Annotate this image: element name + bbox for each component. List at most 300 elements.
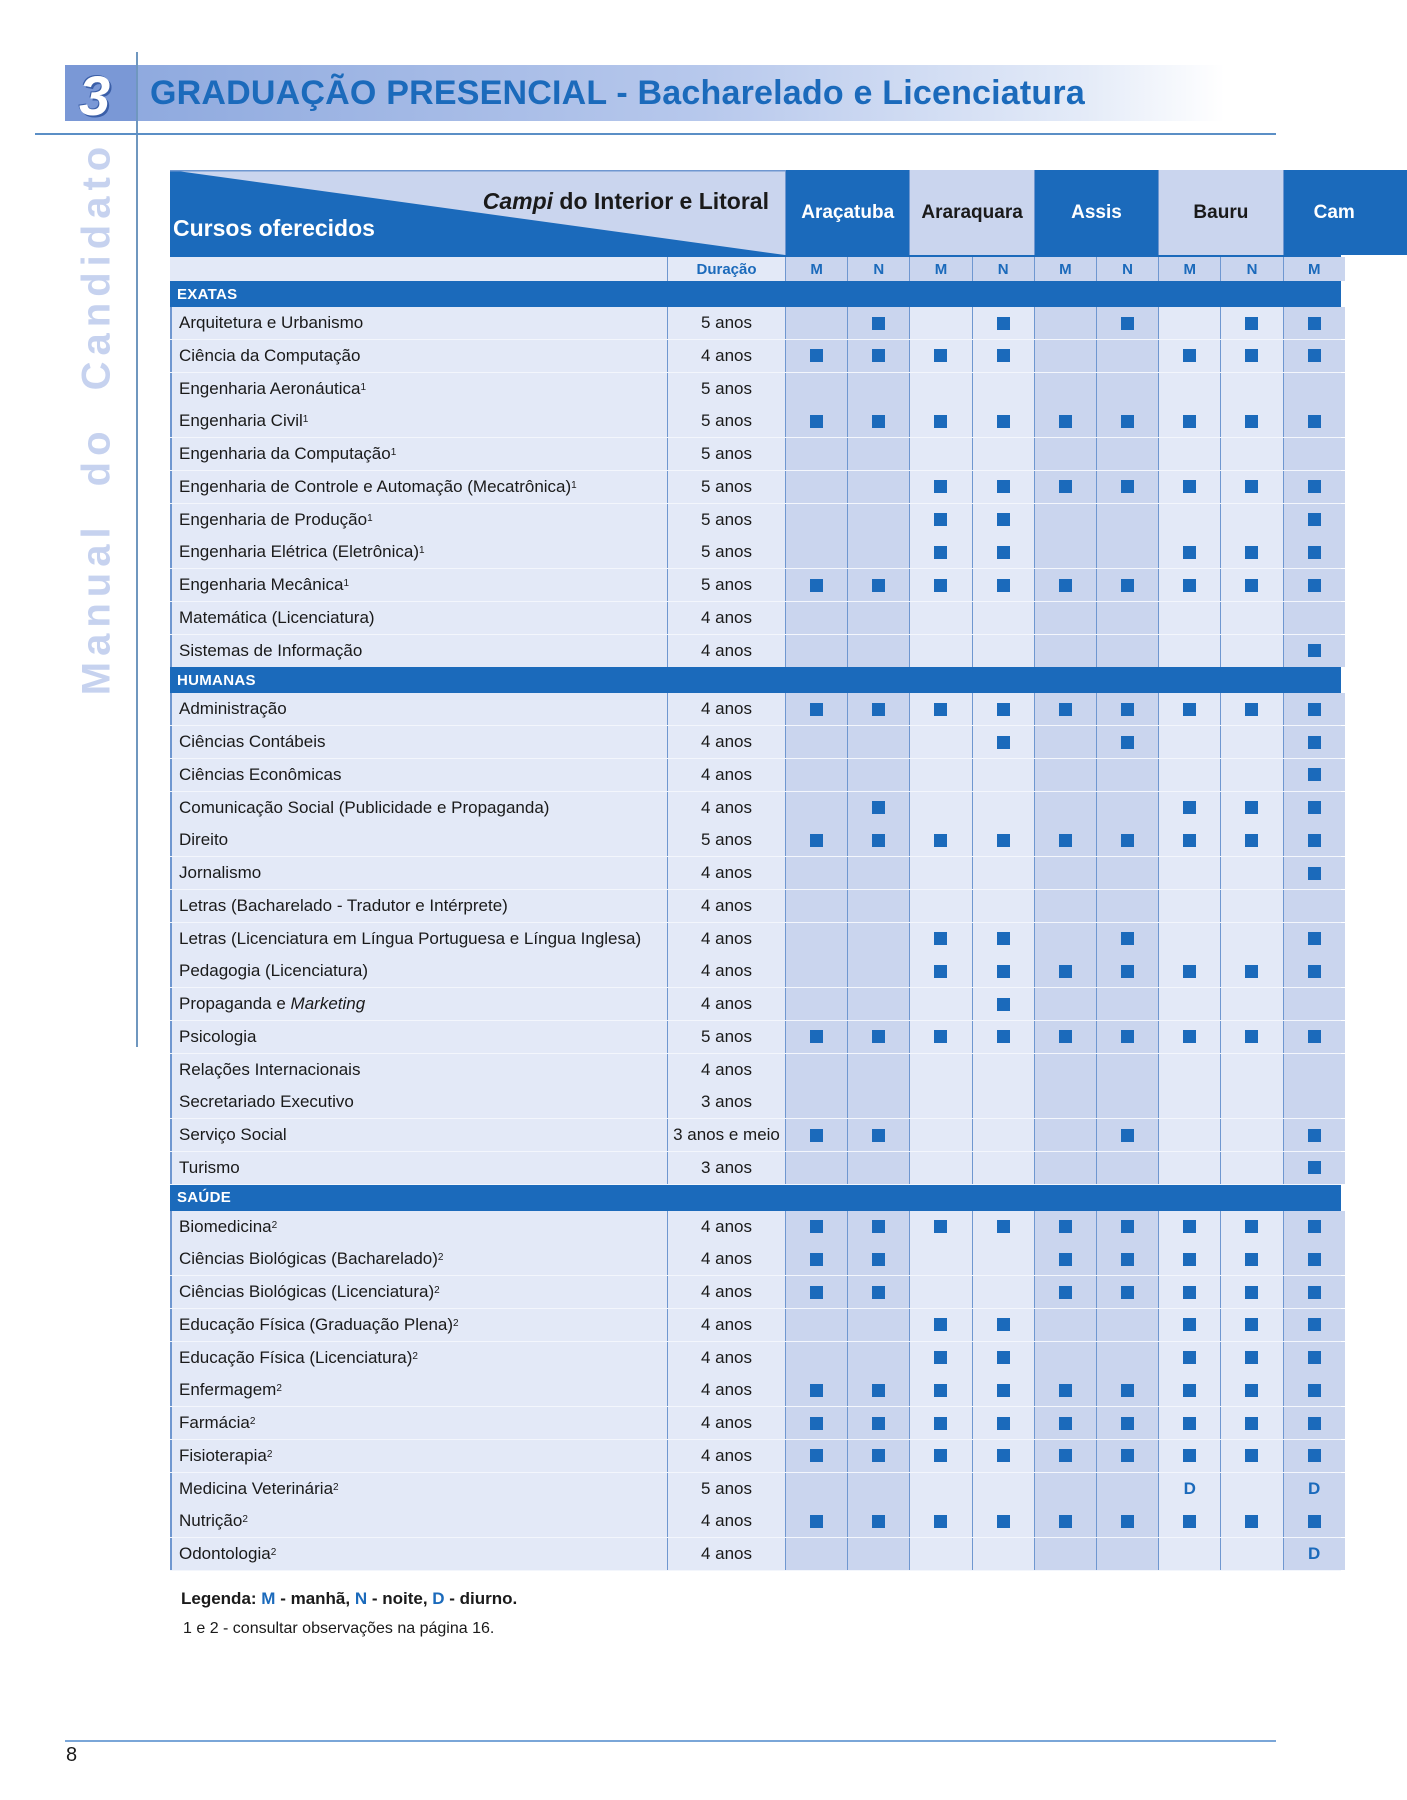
course-name-text: Secretariado Executivo bbox=[179, 1092, 354, 1112]
availability-cell bbox=[909, 824, 971, 856]
availability-cell bbox=[972, 1440, 1034, 1472]
legend-m-text: - manhã, bbox=[275, 1589, 355, 1608]
availability-cell bbox=[785, 340, 847, 372]
table-row bbox=[170, 1309, 1341, 1342]
course-name-text: Ciências Contábeis bbox=[179, 732, 326, 751]
offered-square-icon bbox=[872, 317, 885, 330]
availability-cell bbox=[785, 1342, 847, 1374]
availability-cell bbox=[847, 1309, 909, 1341]
availability-cell bbox=[785, 602, 847, 634]
availability-cell bbox=[1220, 955, 1282, 987]
offered-square-icon bbox=[810, 1253, 823, 1266]
availability-cell bbox=[909, 1152, 971, 1184]
offered-square-icon bbox=[997, 1318, 1010, 1331]
offered-square-icon bbox=[1183, 415, 1196, 428]
course-name-text: Odontologia bbox=[179, 1544, 271, 1563]
availability-cell bbox=[972, 373, 1034, 405]
course-name bbox=[170, 693, 667, 725]
availability-cell bbox=[972, 1309, 1034, 1341]
course-name bbox=[170, 471, 667, 503]
offered-square-icon bbox=[872, 1384, 885, 1397]
shift-header: M bbox=[1034, 257, 1096, 281]
availability-cell bbox=[847, 1021, 909, 1053]
availability-cell bbox=[785, 890, 847, 922]
offered-square-icon bbox=[872, 1030, 885, 1043]
offered-square-icon bbox=[1059, 1030, 1072, 1043]
course-name bbox=[170, 1243, 667, 1275]
course-name-text: Relações Internacionais bbox=[179, 1059, 361, 1079]
course-duration: 4 anos bbox=[667, 923, 785, 955]
availability-cell bbox=[1034, 1021, 1096, 1053]
availability-cell bbox=[972, 1152, 1034, 1184]
availability-cell bbox=[1158, 307, 1220, 339]
shift-header-row bbox=[170, 255, 1341, 281]
availability-cell bbox=[1034, 373, 1096, 405]
legend-n-text: - noite, bbox=[367, 1589, 433, 1608]
availability-cell bbox=[1158, 1054, 1220, 1086]
availability-cell bbox=[785, 1473, 847, 1505]
offered-square-icon bbox=[934, 1449, 947, 1462]
course-duration: 4 anos bbox=[667, 1505, 785, 1537]
offered-square-icon bbox=[872, 579, 885, 592]
availability-cell bbox=[847, 792, 909, 824]
course-duration: 5 anos bbox=[667, 504, 785, 536]
availability-cell bbox=[1283, 1211, 1345, 1243]
availability-cell bbox=[1096, 824, 1158, 856]
offered-square-icon bbox=[934, 480, 947, 493]
duration-header: Duração bbox=[667, 257, 785, 281]
availability-cell bbox=[847, 759, 909, 791]
offered-square-icon bbox=[997, 932, 1010, 945]
availability-cell bbox=[972, 857, 1034, 889]
campus-header: Cam bbox=[1283, 170, 1407, 255]
availability-cell bbox=[1034, 1119, 1096, 1151]
availability-cell bbox=[785, 635, 847, 667]
availability-cell bbox=[1096, 1309, 1158, 1341]
course-name-text: Comunicação Social (Publicidade e Propaganda) bbox=[179, 797, 550, 817]
offered-square-icon bbox=[872, 1417, 885, 1430]
offered-square-icon bbox=[872, 1253, 885, 1266]
availability-cell bbox=[1096, 1086, 1158, 1118]
availability-cell bbox=[909, 726, 971, 758]
course-name bbox=[170, 602, 667, 634]
availability-cell bbox=[1220, 373, 1282, 405]
course-name-text: Ciências Biológicas (Bacharelado) bbox=[179, 1249, 438, 1269]
availability-cell bbox=[1220, 405, 1282, 437]
availability-cell bbox=[847, 373, 909, 405]
footnote-marker: 2 bbox=[276, 1383, 282, 1395]
availability-cell bbox=[1158, 890, 1220, 922]
footnote-marker: 2 bbox=[249, 1416, 256, 1427]
table-row bbox=[170, 1086, 1341, 1119]
availability-cell bbox=[1158, 1309, 1220, 1341]
diurno-mark: D bbox=[1308, 1478, 1321, 1498]
offered-square-icon bbox=[1308, 1449, 1321, 1462]
table-row bbox=[170, 602, 1341, 635]
availability-cell bbox=[1158, 536, 1220, 568]
availability-cell bbox=[1034, 988, 1096, 1020]
availability-cell bbox=[1283, 824, 1345, 856]
availability-cell bbox=[1096, 1473, 1158, 1505]
availability-cell bbox=[1096, 373, 1158, 405]
course-name bbox=[170, 955, 667, 987]
availability-cell bbox=[909, 340, 971, 372]
availability-cell bbox=[972, 635, 1034, 667]
availability-cell bbox=[1220, 471, 1282, 503]
availability-cell bbox=[1158, 1119, 1220, 1151]
footnote-marker: 1 bbox=[419, 545, 425, 557]
course-duration: 5 anos bbox=[667, 471, 785, 503]
availability-cell bbox=[847, 471, 909, 503]
footnote-marker: 1 bbox=[367, 512, 373, 524]
course-name bbox=[170, 373, 667, 405]
section-header: EXATAS bbox=[170, 281, 1341, 307]
offered-square-icon bbox=[1059, 703, 1072, 716]
offered-square-icon bbox=[872, 801, 885, 814]
course-name bbox=[170, 1407, 667, 1439]
availability-cell bbox=[1220, 1342, 1282, 1374]
table-row bbox=[170, 1473, 1341, 1506]
offered-square-icon bbox=[997, 1351, 1010, 1364]
offered-square-icon bbox=[1121, 480, 1134, 493]
course-duration: 4 anos bbox=[667, 1243, 785, 1275]
offered-square-icon bbox=[1059, 1515, 1072, 1528]
availability-cell bbox=[909, 635, 971, 667]
footnote-marker: 2 bbox=[412, 1350, 418, 1362]
table-row bbox=[170, 693, 1341, 726]
availability-cell bbox=[1220, 340, 1282, 372]
offered-square-icon bbox=[1059, 1384, 1072, 1397]
campus-header: Bauru bbox=[1158, 170, 1282, 255]
availability-cell bbox=[1283, 890, 1345, 922]
availability-cell bbox=[1034, 923, 1096, 955]
offered-square-icon bbox=[1121, 1515, 1134, 1528]
offered-square-icon bbox=[1059, 834, 1072, 847]
offered-square-icon bbox=[1245, 1449, 1258, 1462]
availability-cell bbox=[1283, 602, 1345, 634]
offered-square-icon bbox=[1245, 965, 1258, 978]
availability-cell bbox=[1220, 635, 1282, 667]
offered-square-icon bbox=[1245, 1220, 1258, 1233]
availability-cell bbox=[1220, 1054, 1282, 1086]
availability-cell bbox=[1096, 405, 1158, 437]
availability-cell bbox=[1034, 1276, 1096, 1308]
footnote-marker: 1 bbox=[360, 381, 367, 393]
offered-square-icon bbox=[810, 1129, 823, 1142]
campus-header: Assis bbox=[1034, 170, 1158, 255]
offered-square-icon bbox=[997, 965, 1010, 978]
availability-cell bbox=[1096, 955, 1158, 987]
course-name-text: Medicina Veterinária bbox=[179, 1478, 334, 1498]
availability-cell bbox=[1034, 1342, 1096, 1374]
section-number-badge bbox=[65, 64, 137, 127]
availability-cell bbox=[1034, 1538, 1096, 1570]
offered-square-icon bbox=[1308, 1318, 1321, 1331]
availability-cell bbox=[1220, 923, 1282, 955]
page-title: GRADUAÇÃO PRESENCIAL - Bacharelado e Licenciatura bbox=[150, 74, 1085, 112]
availability-cell bbox=[1158, 1021, 1220, 1053]
offered-square-icon bbox=[934, 1220, 947, 1233]
availability-cell bbox=[785, 373, 847, 405]
availability-cell bbox=[785, 1211, 847, 1243]
availability-cell bbox=[1096, 792, 1158, 824]
offered-square-icon bbox=[1121, 703, 1134, 716]
footnote-marker: 1 bbox=[390, 447, 397, 458]
availability-cell bbox=[1220, 1407, 1282, 1439]
offered-square-icon bbox=[810, 1286, 823, 1299]
offered-square-icon bbox=[872, 1515, 885, 1528]
course-duration: 4 anos bbox=[667, 1407, 785, 1439]
availability-cell bbox=[1283, 307, 1345, 339]
availability-cell bbox=[847, 857, 909, 889]
offered-square-icon bbox=[810, 579, 823, 592]
offered-square-icon bbox=[1308, 932, 1321, 945]
availability-cell bbox=[847, 693, 909, 725]
availability-cell bbox=[1034, 1505, 1096, 1537]
table-row bbox=[170, 1054, 1341, 1087]
course-name bbox=[170, 405, 667, 437]
availability-cell bbox=[972, 1243, 1034, 1275]
course-name-text: Letras (Licenciatura em Língua Portuguesa e Língua Inglesa) bbox=[179, 928, 642, 948]
availability-cell bbox=[847, 726, 909, 758]
course-duration: 5 anos bbox=[667, 405, 785, 437]
availability-cell bbox=[847, 1538, 909, 1570]
availability-cell bbox=[972, 405, 1034, 437]
course-name-text: Sistemas de Informação bbox=[179, 640, 363, 660]
availability-cell bbox=[785, 1374, 847, 1406]
availability-cell bbox=[1158, 1473, 1220, 1505]
offered-square-icon bbox=[1308, 546, 1321, 559]
footnote-marker: 2 bbox=[453, 1317, 459, 1329]
offered-square-icon bbox=[1308, 768, 1321, 781]
table-row bbox=[170, 1119, 1341, 1152]
availability-cell bbox=[972, 569, 1034, 601]
availability-cell bbox=[847, 1440, 909, 1472]
footnote-marker: 2 bbox=[437, 1252, 444, 1264]
availability-cell bbox=[1158, 340, 1220, 372]
course-duration: 5 anos bbox=[667, 438, 785, 470]
course-duration: 3 anos e meio bbox=[667, 1119, 785, 1151]
availability-cell bbox=[909, 1473, 971, 1505]
course-duration: 5 anos bbox=[667, 1473, 785, 1505]
availability-cell bbox=[1158, 635, 1220, 667]
table-row bbox=[170, 373, 1341, 406]
availability-cell bbox=[785, 693, 847, 725]
availability-cell bbox=[785, 824, 847, 856]
footnote-marker: 2 bbox=[242, 1514, 248, 1526]
availability-cell bbox=[1220, 759, 1282, 791]
course-name bbox=[170, 1473, 667, 1505]
offered-square-icon bbox=[1183, 1220, 1196, 1233]
availability-cell bbox=[785, 1276, 847, 1308]
offered-square-icon bbox=[1245, 703, 1258, 716]
availability-cell bbox=[972, 693, 1034, 725]
legend-n-key: N bbox=[354, 1589, 368, 1608]
availability-cell bbox=[785, 307, 847, 339]
section-header: HUMANAS bbox=[170, 667, 1341, 693]
availability-cell bbox=[1283, 1473, 1345, 1505]
availability-cell bbox=[785, 923, 847, 955]
availability-cell bbox=[972, 1276, 1034, 1308]
availability-cell bbox=[1220, 1152, 1282, 1184]
course-name bbox=[170, 857, 667, 889]
availability-cell bbox=[909, 1243, 971, 1275]
availability-cell bbox=[785, 569, 847, 601]
campi-label-rest: do Interior e Litoral bbox=[553, 188, 769, 214]
availability-cell bbox=[1283, 1309, 1345, 1341]
footnote-marker: 2 bbox=[271, 1219, 278, 1231]
course-name bbox=[170, 923, 667, 955]
availability-cell bbox=[847, 1119, 909, 1151]
availability-cell bbox=[1283, 635, 1345, 667]
offered-square-icon bbox=[1245, 317, 1258, 330]
offered-square-icon bbox=[1183, 579, 1196, 592]
diurno-mark: D bbox=[1183, 1478, 1196, 1498]
table-row bbox=[170, 1505, 1341, 1538]
availability-cell bbox=[1283, 1276, 1345, 1308]
offered-square-icon bbox=[997, 1515, 1010, 1528]
offered-square-icon bbox=[1245, 579, 1258, 592]
availability-cell bbox=[1158, 602, 1220, 634]
availability-cell bbox=[785, 1021, 847, 1053]
availability-cell bbox=[1283, 1505, 1345, 1537]
offered-square-icon bbox=[997, 998, 1010, 1011]
offered-square-icon bbox=[872, 834, 885, 847]
availability-cell bbox=[1034, 1473, 1096, 1505]
course-name-text: Educação Física (Licenciatura) bbox=[179, 1347, 413, 1367]
offered-square-icon bbox=[1121, 1417, 1134, 1430]
availability-cell bbox=[1034, 890, 1096, 922]
course-name bbox=[170, 824, 667, 856]
availability-cell bbox=[972, 1473, 1034, 1505]
availability-cell bbox=[1220, 693, 1282, 725]
availability-cell bbox=[972, 1211, 1034, 1243]
availability-cell bbox=[972, 1505, 1034, 1537]
availability-cell bbox=[1034, 602, 1096, 634]
offered-square-icon bbox=[1308, 703, 1321, 716]
course-name-text: Administração bbox=[179, 699, 287, 719]
offered-square-icon bbox=[1121, 1286, 1134, 1299]
availability-cell bbox=[847, 890, 909, 922]
offered-square-icon bbox=[1308, 1030, 1321, 1043]
offered-square-icon bbox=[1245, 801, 1258, 814]
availability-cell bbox=[1096, 857, 1158, 889]
table-row bbox=[170, 726, 1341, 759]
offered-square-icon bbox=[1308, 1286, 1321, 1299]
course-duration: 3 anos bbox=[667, 1152, 785, 1184]
offered-square-icon bbox=[1245, 1384, 1258, 1397]
availability-cell bbox=[909, 923, 971, 955]
course-name-text: Letras (Bacharelado - Tradutor e Intérprete) bbox=[179, 895, 508, 915]
availability-cell bbox=[1034, 955, 1096, 987]
availability-cell bbox=[1096, 988, 1158, 1020]
course-name bbox=[170, 536, 667, 568]
availability-cell bbox=[909, 857, 971, 889]
course-duration: 4 anos bbox=[667, 1374, 785, 1406]
offered-square-icon bbox=[872, 703, 885, 716]
availability-cell bbox=[847, 955, 909, 987]
offered-square-icon bbox=[1183, 834, 1196, 847]
course-name bbox=[170, 1119, 667, 1151]
availability-cell bbox=[909, 1211, 971, 1243]
availability-cell bbox=[1034, 1211, 1096, 1243]
course-name-text: Nutrição bbox=[179, 1511, 243, 1531]
offered-square-icon bbox=[1308, 965, 1321, 978]
availability-cell bbox=[1034, 857, 1096, 889]
availability-cell bbox=[847, 635, 909, 667]
availability-cell bbox=[785, 536, 847, 568]
availability-cell bbox=[1158, 1243, 1220, 1275]
availability-cell bbox=[972, 1407, 1034, 1439]
offered-square-icon bbox=[934, 579, 947, 592]
offered-square-icon bbox=[1183, 1030, 1196, 1043]
availability-cell bbox=[1158, 1211, 1220, 1243]
availability-cell bbox=[1220, 1309, 1282, 1341]
offered-square-icon bbox=[1308, 834, 1321, 847]
campus-header: Araraquara bbox=[909, 170, 1033, 255]
course-duration: 4 anos bbox=[667, 1309, 785, 1341]
availability-cell bbox=[1158, 1374, 1220, 1406]
availability-cell bbox=[1034, 504, 1096, 536]
availability-cell bbox=[1034, 1374, 1096, 1406]
course-name bbox=[170, 759, 667, 791]
offered-square-icon bbox=[934, 1318, 947, 1331]
offered-square-icon bbox=[1308, 1129, 1321, 1142]
course-name bbox=[170, 792, 667, 824]
availability-cell bbox=[1283, 504, 1345, 536]
offered-square-icon bbox=[810, 1449, 823, 1462]
table-row bbox=[170, 504, 1341, 537]
course-name-text: Pedagogia (Licenciatura) bbox=[179, 961, 369, 981]
availability-cell bbox=[847, 438, 909, 470]
availability-cell bbox=[847, 1505, 909, 1537]
availability-cell bbox=[1158, 857, 1220, 889]
course-name bbox=[170, 1342, 667, 1374]
offered-square-icon bbox=[1059, 1253, 1072, 1266]
availability-cell bbox=[847, 1374, 909, 1406]
availability-cell bbox=[1158, 471, 1220, 503]
offered-square-icon bbox=[810, 349, 823, 362]
availability-cell bbox=[1096, 1243, 1158, 1275]
table-row bbox=[170, 1538, 1341, 1571]
course-name bbox=[170, 438, 667, 470]
course-name bbox=[170, 1538, 667, 1570]
availability-cell bbox=[909, 373, 971, 405]
availability-cell bbox=[1283, 1086, 1345, 1118]
table-row bbox=[170, 988, 1341, 1021]
course-name bbox=[170, 1505, 667, 1537]
availability-cell bbox=[1283, 955, 1345, 987]
availability-cell bbox=[847, 1243, 909, 1275]
offered-square-icon bbox=[997, 415, 1010, 428]
offered-square-icon bbox=[934, 415, 947, 428]
availability-cell bbox=[1034, 726, 1096, 758]
availability-cell bbox=[1096, 890, 1158, 922]
course-name bbox=[170, 504, 667, 536]
offered-square-icon bbox=[997, 317, 1010, 330]
availability-cell bbox=[1096, 569, 1158, 601]
availability-cell bbox=[972, 955, 1034, 987]
table-row bbox=[170, 890, 1341, 923]
availability-cell bbox=[1220, 1086, 1282, 1118]
offered-square-icon bbox=[1059, 579, 1072, 592]
table-row bbox=[170, 471, 1341, 504]
availability-cell bbox=[1158, 988, 1220, 1020]
offered-square-icon bbox=[1308, 349, 1321, 362]
availability-cell bbox=[1283, 923, 1345, 955]
availability-cell bbox=[1096, 1342, 1158, 1374]
course-name-text: Arquitetura e Urbanismo bbox=[179, 313, 364, 332]
